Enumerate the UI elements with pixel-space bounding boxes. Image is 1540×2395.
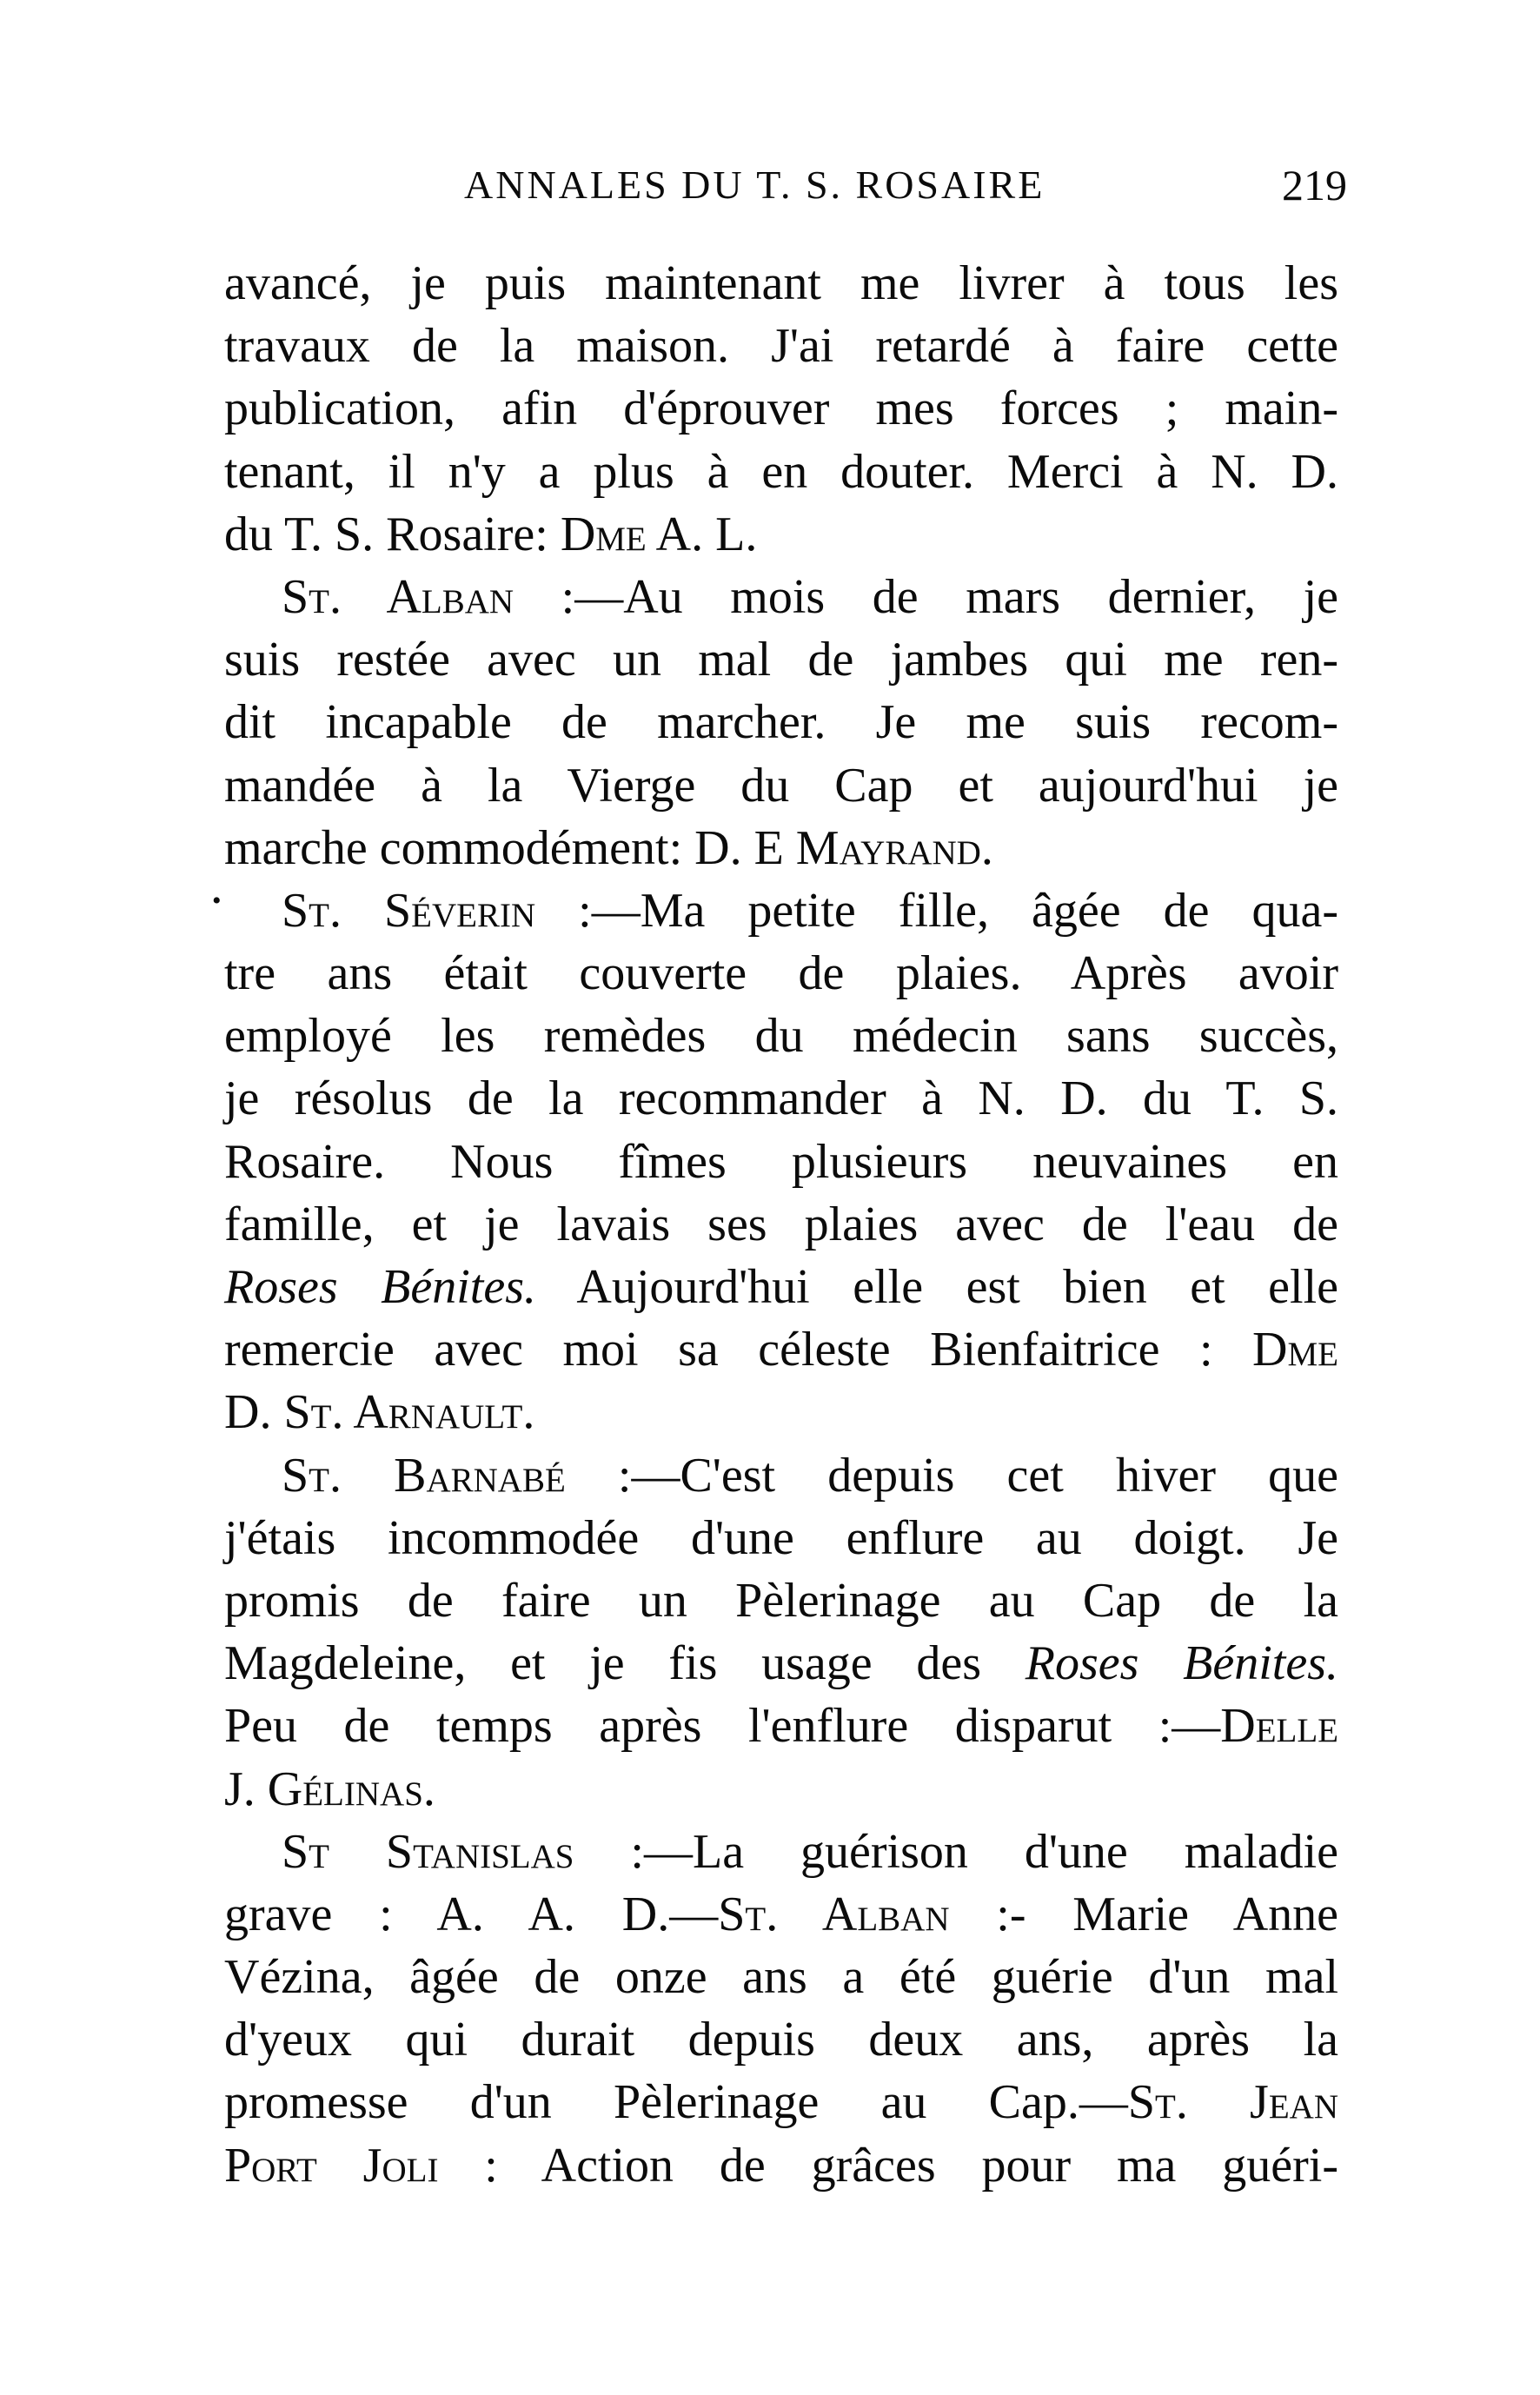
text-line: travaux de la maison. J'ai retardé à faire cette (224, 319, 1338, 374)
text-line: • St. Séverin :—Ma petite fille, âgée de qua- (212, 883, 1338, 938)
page-number: 219 (1282, 161, 1347, 209)
parish-name: St. Jean (1127, 2075, 1338, 2130)
parish-name: St. Barnabé (282, 1448, 566, 1503)
text-line: Magdeleine, et je fis usage des Roses Bénites. (224, 1636, 1339, 1691)
text-line: tre ans était couverte de plaies. Après avoir (224, 946, 1338, 1001)
body-text (212, 252, 1339, 2197)
text-line: Roses Bénites. Aujourd'hui elle est bien et elle (224, 1260, 1338, 1314)
italic-term: Roses Bénites. (1025, 1636, 1339, 1691)
text-line: remercie avec moi sa céleste Bienfaitrice : Dme (224, 1323, 1338, 1377)
text-line: je résolus de la recommander à N. D. du T. S. (224, 1071, 1338, 1126)
text-line: mandée à la Vierge du Cap et aujourd'hui je (224, 758, 1338, 813)
text-line: St Stanislas :—La guérison d'une maladie (282, 1824, 1338, 1879)
text-line: dit incapable de marcher. Je me suis recom- (224, 695, 1338, 750)
stray-mark: • (212, 886, 222, 915)
text-line: avancé, je puis maintenant me livrer à tous les (224, 256, 1338, 310)
text-line: famille, et je lavais ses plaies avec de l'eau de (224, 1197, 1338, 1251)
parish-name: St. Alban (718, 1887, 950, 1941)
text-line: grave : A. A. D.—St. Alban :- Marie Anne (224, 1887, 1339, 1941)
text-line: Peu de temps après l'enflure disparut :—Delle (224, 1699, 1338, 1754)
signature: Delle (1220, 1699, 1338, 1754)
text-line: promesse d'un Pèlerinage au Cap.—St. Jean (224, 2075, 1338, 2130)
text-line: St. Alban :—Au mois de mars dernier, je (282, 569, 1338, 624)
running-title: ANNALES DU T. S. ROSAIRE (464, 163, 1045, 207)
italic-term: Roses Bénites. (224, 1260, 536, 1314)
text-line: St. Barnabé :—C'est depuis cet hiver que (282, 1448, 1338, 1503)
text-line: suis restée avec un mal de jambes qui me ren- (224, 633, 1338, 687)
text-line: d'yeux qui durait depuis deux ans, après la (224, 2013, 1338, 2067)
parish-name: St Stanislas (282, 1824, 574, 1879)
text-line: tenant, il n'y a plus à en douter. Merci à N. D. (224, 444, 1338, 499)
text-line: promis de faire un Pèlerinage au Cap de la (224, 1573, 1338, 1628)
text-line: Port Joli : Action de grâces pour ma guéri- (224, 2138, 1338, 2193)
text-line (224, 1758, 1338, 1821)
text-line: Rosaire. Nous fîmes plusieurs neuvaines en (224, 1134, 1338, 1189)
signature: Dme (1252, 1323, 1338, 1377)
text-line: du T. S. Rosaire: Dme A. L. (224, 507, 758, 561)
parish-name: St. Séverin (282, 883, 536, 938)
text-line: employé les remèdes du médecin sans succès, (224, 1009, 1338, 1064)
text-line: j'étais incommodée d'une enflure au doigt. Je (224, 1510, 1338, 1565)
parish-name: St. Alban (282, 569, 514, 624)
signature: Dme A. L. (560, 507, 758, 561)
text-line: D. St. Arnault. (224, 1385, 535, 1440)
signature: St. Arnault. (283, 1385, 535, 1440)
signature: J. Gélinas. (224, 1761, 435, 1816)
text-line: marche commodément: D. E Mayrand. (224, 820, 993, 875)
running-head (224, 155, 1347, 216)
text-line: Vézina, âgée de onze ans a été guérie d'un mal (224, 1950, 1338, 2005)
parish-name: Port Joli (224, 2138, 439, 2193)
signature: Mayrand. (795, 820, 993, 875)
text-line: publication, afin d'éprouver mes forces ; main- (224, 381, 1338, 436)
